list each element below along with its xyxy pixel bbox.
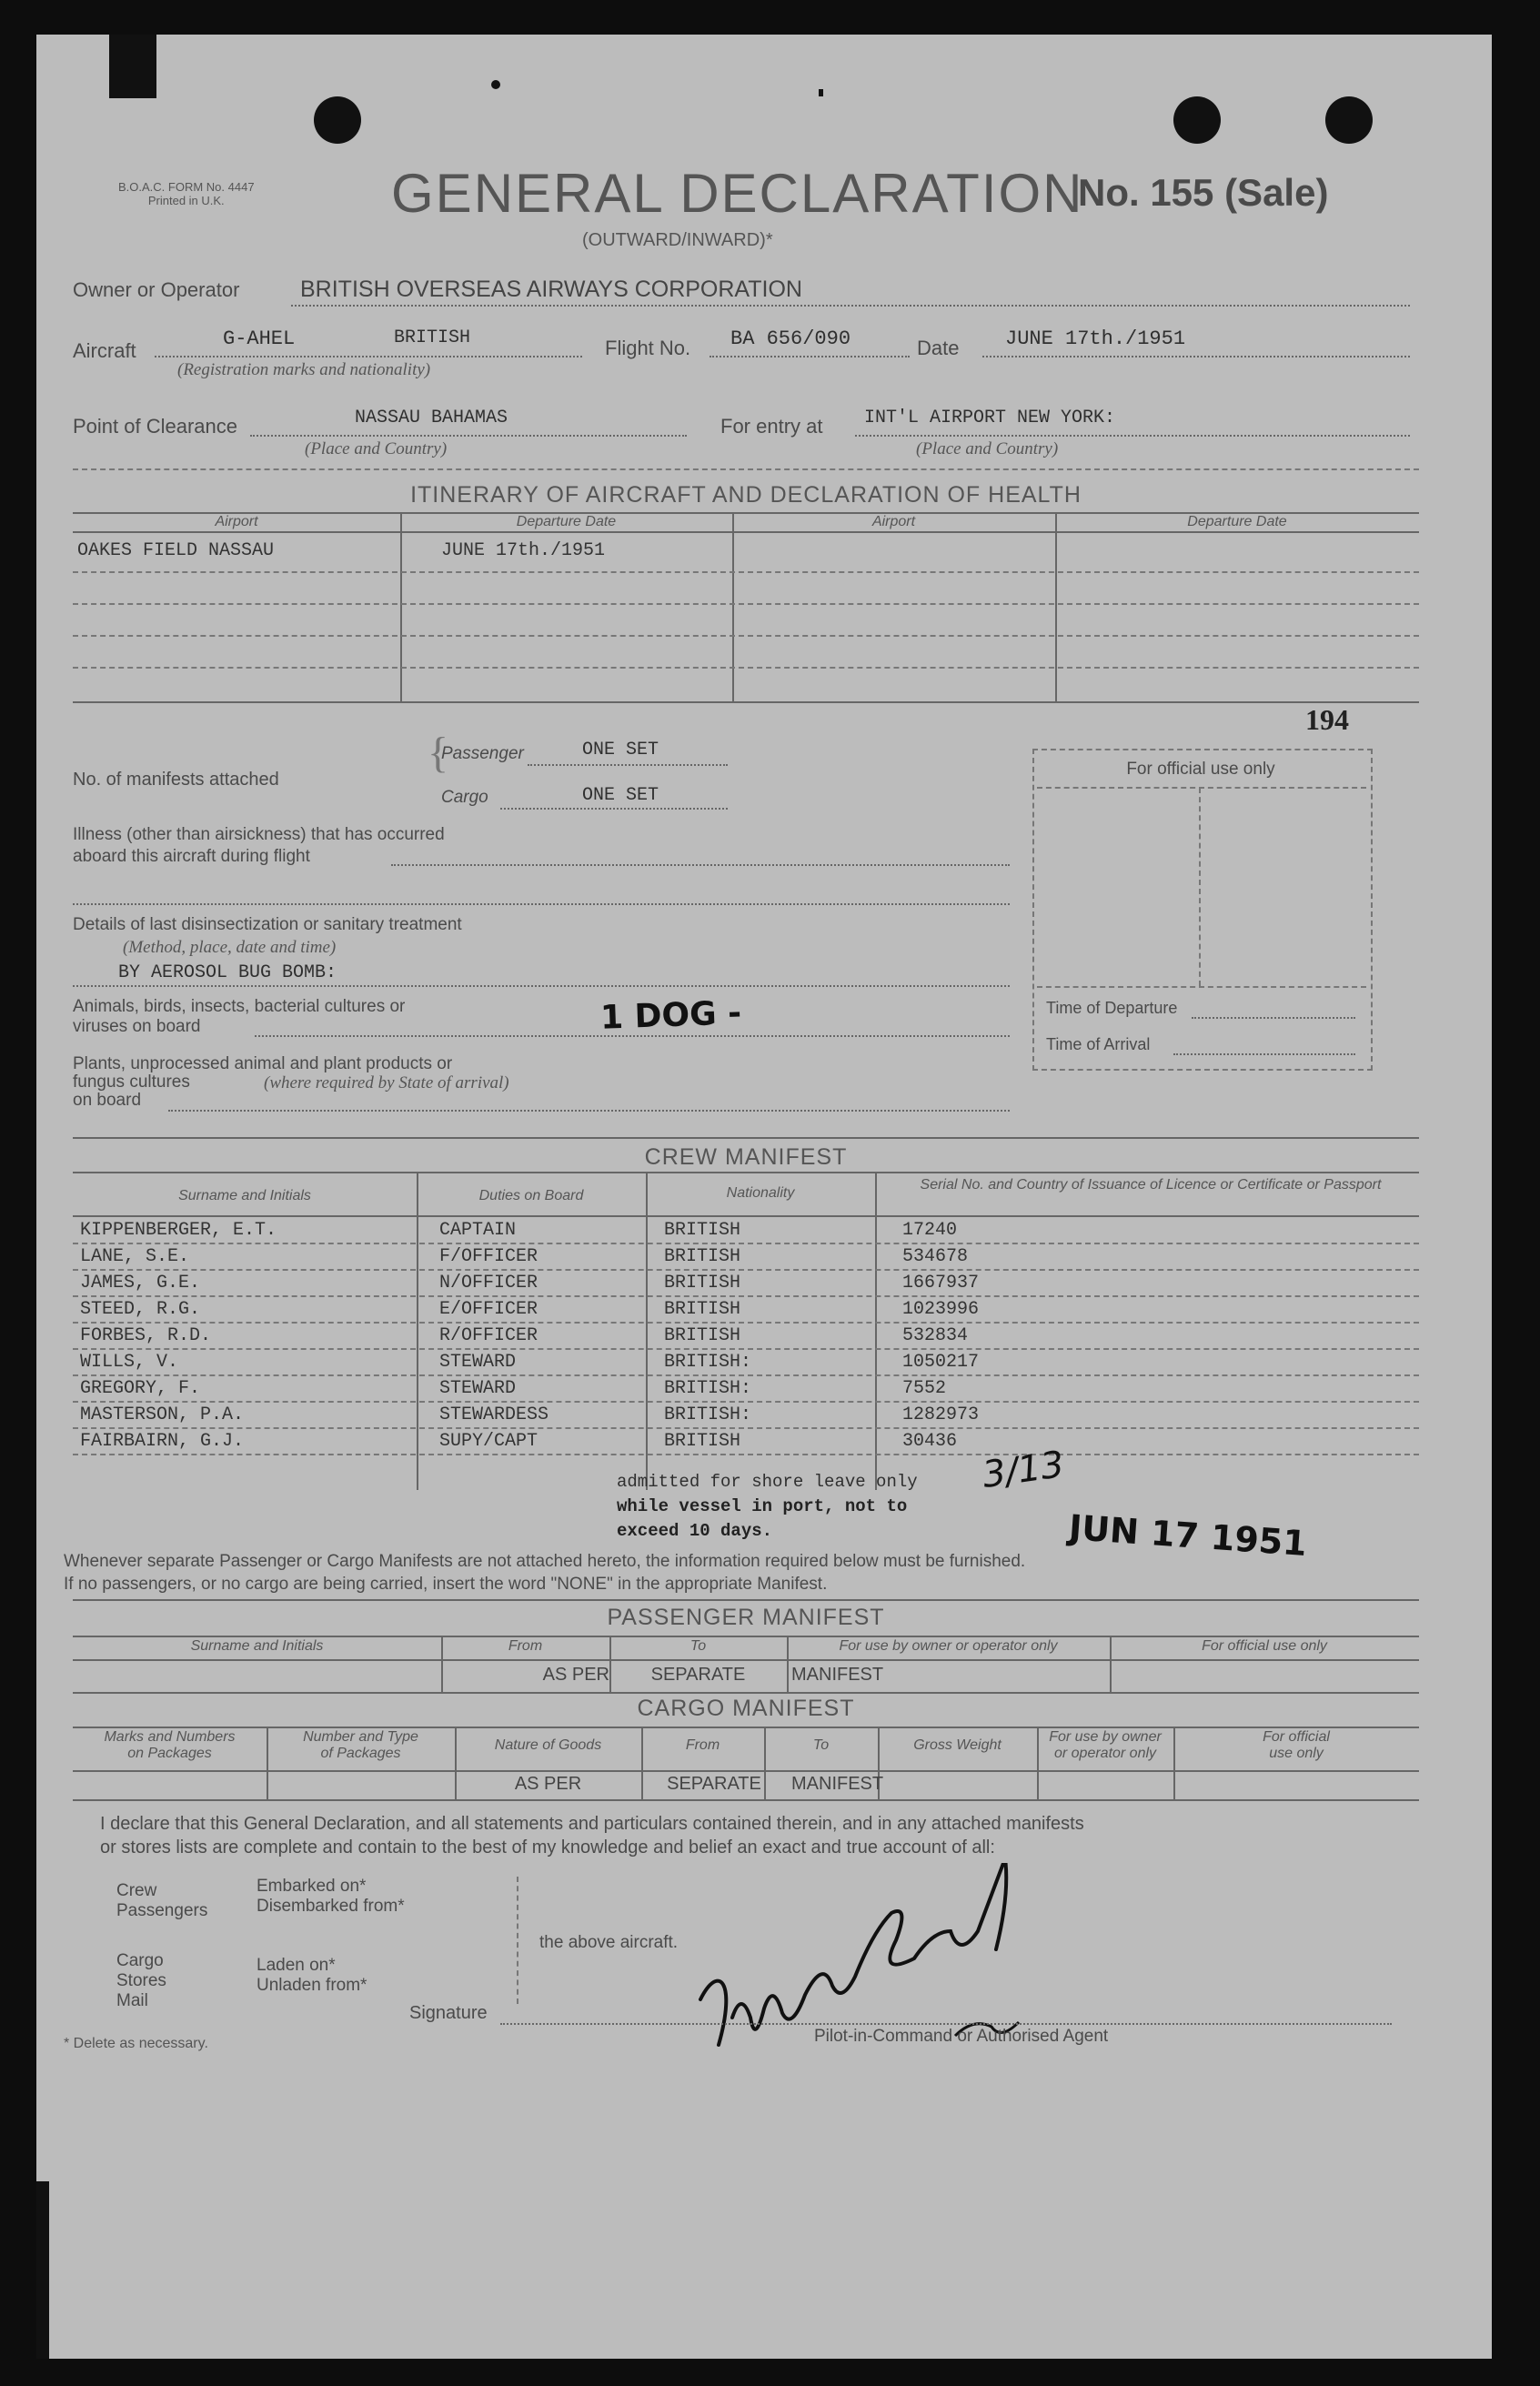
cargo-separate: SEPARATE — [667, 1774, 761, 1794]
passenger-manifest-word: MANIFEST — [791, 1665, 884, 1685]
crew-nationality: BRITISH: — [664, 1352, 752, 1373]
entry-caption: (Place and Country) — [916, 439, 1059, 458]
form-number: No. 155 (Sale) — [1078, 171, 1329, 214]
passenger-header-official: For official use only — [1202, 1638, 1327, 1654]
table-row — [73, 1428, 1455, 1455]
form-title: GENERAL DECLARATION — [391, 163, 1084, 224]
crew-header-nationality: Nationality — [726, 1185, 795, 1201]
crew-nationality: BRITISH — [664, 1299, 741, 1320]
crew-duties: E/OFFICER — [439, 1299, 538, 1320]
decl-embarked: Embarked on* Disembarked from* — [257, 1877, 405, 1916]
cargo-header-nature: Nature of Goods — [494, 1737, 602, 1753]
declaration-text-2: or stores lists are complete and contain to the best of my knowledge and belief an exact and true account of all: — [100, 1837, 995, 1857]
passenger-value: ONE SET — [582, 740, 659, 760]
stamp-line-2: while vessel in port, not to — [617, 1496, 908, 1516]
crew-serial: 1667937 — [902, 1273, 980, 1294]
form-subtitle: (OUTWARD/INWARD)* — [582, 230, 773, 250]
crew-duties: STEWARD — [439, 1352, 517, 1373]
crew-surname: WILLS, V. — [80, 1352, 179, 1373]
crew-duties: SUPY/CAPT — [439, 1431, 538, 1452]
note-line-2: If no passengers, or no cargo are being carried, insert the word "NONE" in the appropriate Manifest. — [64, 1575, 828, 1594]
cargo-header-weight: Gross Weight — [913, 1737, 1002, 1753]
passenger-as-per: AS PER — [542, 1665, 609, 1685]
speck — [819, 89, 823, 96]
crew-serial: 1023996 — [902, 1299, 980, 1320]
cargo-header-owner: For use by owner or operator only — [1049, 1729, 1162, 1761]
plants-caption: (where required by State of arrival) — [264, 1073, 509, 1092]
crew-surname: FORBES, R.D. — [80, 1325, 212, 1346]
brace: { — [428, 729, 449, 777]
official-use-label: For official use only — [1126, 760, 1275, 779]
crew-duties: F/OFFICER — [439, 1246, 538, 1267]
cargo-header-from: From — [685, 1737, 720, 1753]
stamp-initials: 3/13 — [980, 1443, 1067, 1497]
crew-duties: STEWARD — [439, 1378, 517, 1399]
document-number: 194 — [1305, 703, 1349, 736]
entry-value: INT'L AIRPORT NEW YORK: — [864, 408, 1116, 428]
crew-serial: 1282973 — [902, 1404, 980, 1425]
owner-value: BRITISH OVERSEAS AIRWAYS CORPORATION — [300, 277, 802, 302]
speck — [491, 80, 500, 89]
cargo-header-official: For official use only — [1263, 1729, 1330, 1761]
cargo-header-marks: Marks and Numbers on Packages — [104, 1729, 236, 1761]
crew-serial: 30436 — [902, 1431, 958, 1452]
passenger-header-from: From — [508, 1638, 543, 1654]
date-label: Date — [917, 337, 960, 359]
clearance-value: NASSAU BAHAMAS — [355, 408, 508, 428]
official-use-box — [1032, 749, 1373, 1071]
passenger-header-owner: For use by owner or operator only — [839, 1638, 1058, 1654]
crew-nationality: BRITISH — [664, 1273, 741, 1294]
owner-label: Owner or Operator — [73, 278, 240, 301]
table-row — [73, 1296, 1455, 1323]
crew-duties: N/OFFICER — [439, 1273, 538, 1294]
crew-duties: CAPTAIN — [439, 1220, 517, 1241]
cargo-as-per: AS PER — [514, 1774, 582, 1794]
aircraft-label: Aircraft — [73, 339, 136, 362]
itinerary-title: ITINERARY OF AIRCRAFT AND DECLARATION OF HEALTH — [410, 482, 1082, 508]
decl-laden: Laden on* Unladen from* — [257, 1956, 367, 1995]
note-line-1: Whenever separate Passenger or Cargo Manifests are not attached hereto, the information required below must be furnished. — [64, 1552, 1026, 1571]
cargo-header-to: To — [812, 1737, 830, 1753]
passenger-separate: SEPARATE — [650, 1665, 746, 1685]
crew-manifest-title: CREW MANIFEST — [644, 1144, 848, 1170]
crew-nationality: BRITISH — [664, 1325, 741, 1346]
illness-label: Illness (other than airsickness) that has occurred aboard this aircraft during flight — [73, 825, 445, 866]
decl-above-aircraft: the above aircraft. — [539, 1933, 679, 1952]
itinerary-header-date-2: Departure Date — [1187, 514, 1287, 529]
date-value: JUNE 17th./1951 — [1005, 327, 1186, 350]
flight-label: Flight No. — [605, 337, 691, 359]
form-id: B.O.A.C. FORM No. 4447 Printed in U.K. — [118, 180, 255, 207]
crew-serial: 7552 — [902, 1378, 947, 1399]
cargo-manifest-word: MANIFEST — [791, 1774, 884, 1794]
disinsect-value: BY AEROSOL BUG BOMB: — [118, 962, 337, 983]
clearance-caption: (Place and Country) — [305, 439, 448, 458]
itinerary-header-airport-2: Airport — [871, 514, 916, 529]
crew-surname: KIPPENBERGER, E.T. — [80, 1220, 277, 1241]
crew-serial: 1050217 — [902, 1352, 980, 1373]
handwritten-signature — [682, 1863, 1064, 2081]
time-of-arrival-label: Time of Arrival — [1046, 1035, 1151, 1053]
table-row — [73, 1375, 1455, 1402]
decl-crew-passengers: Crew Passengers — [116, 1881, 208, 1920]
crew-duties: STEWARDESS — [439, 1404, 549, 1425]
stamp-line-1: admitted for shore leave only — [617, 1472, 918, 1492]
punch-hole-right-2 — [1325, 96, 1373, 144]
crew-nationality: BRITISH: — [664, 1404, 752, 1425]
table-row — [73, 1402, 1455, 1428]
crew-header-duties: Duties on Board — [478, 1188, 584, 1203]
aircraft-registration: G-AHEL — [223, 327, 296, 350]
crew-surname: GREGORY, F. — [80, 1378, 201, 1399]
table-row — [73, 1270, 1455, 1296]
decl-cargo-stores-mail: Cargo Stores Mail — [116, 1951, 166, 2010]
crew-nationality: BRITISH: — [664, 1378, 752, 1399]
animals-value-handwritten: 1 DOG - — [599, 994, 742, 1037]
passenger-header-surname: Surname and Initials — [190, 1638, 324, 1654]
itinerary-header-airport-1: Airport — [215, 514, 258, 529]
crew-surname: JAMES, G.E. — [80, 1273, 201, 1294]
cargo-header-number: Number and Type of Packages — [303, 1729, 418, 1761]
stamp-date: JUN 17 1951 — [1067, 1506, 1309, 1565]
declaration-text-1: I declare that this General Declaration, and all statements and particulars contained therein, and in any attached manifests — [100, 1814, 1084, 1834]
crew-serial: 17240 — [902, 1220, 958, 1241]
aircraft-caption: (Registration marks and nationality) — [177, 360, 431, 379]
punch-hole-right-1 — [1173, 96, 1221, 144]
passenger-header-to: To — [689, 1638, 707, 1654]
crew-surname: LANE, S.E. — [80, 1246, 190, 1267]
cargo-label: Cargo — [441, 788, 488, 807]
table-row — [73, 1243, 1455, 1270]
crew-nationality: BRITISH — [664, 1431, 741, 1452]
signature-role: Pilot-in-Command or Authorised Agent — [814, 2027, 1109, 2046]
crew-surname: FAIRBAIRN, G.J. — [80, 1431, 245, 1452]
crew-surname: STEED, R.G. — [80, 1299, 201, 1320]
manifests-label: No. of manifests attached — [73, 770, 279, 790]
plants-label: Plants, unprocessed animal and plant products or fungus cultures on board — [73, 1054, 453, 1110]
crew-header-serial: Serial No. and Country of Issuance of Licence or Certificate or Passport — [920, 1177, 1382, 1193]
crew-duties: R/OFFICER — [439, 1325, 538, 1346]
edge-smudge — [36, 2181, 49, 2359]
disinsect-label: Details of last disinsectization or sanitary treatment — [73, 915, 462, 934]
crew-serial: 532834 — [902, 1325, 969, 1346]
stamp-line-3: exceed 10 days. — [617, 1521, 773, 1541]
delete-note: * Delete as necessary. — [64, 2036, 208, 2051]
time-of-departure-label: Time of Departure — [1046, 999, 1178, 1017]
cargo-manifest-title: CARGO MANIFEST — [637, 1696, 855, 1721]
itinerary-date: JUNE 17th./1951 — [441, 540, 606, 561]
passenger-manifest-title: PASSENGER MANIFEST — [607, 1605, 885, 1630]
passenger-label: Passenger — [441, 744, 524, 763]
table-row — [73, 1217, 1455, 1243]
crew-nationality: BRITISH — [664, 1246, 741, 1267]
declaration-form — [36, 35, 1492, 2359]
crew-serial: 534678 — [902, 1246, 969, 1267]
flight-value: BA 656/090 — [730, 327, 851, 350]
crew-surname: MASTERSON, P.A. — [80, 1404, 245, 1425]
crew-nationality: BRITISH — [664, 1220, 741, 1241]
punch-hole-left — [314, 96, 361, 144]
aircraft-nationality: BRITISH — [394, 327, 471, 348]
itinerary-airport: OAKES FIELD NASSAU — [77, 540, 275, 561]
entry-label: For entry at — [720, 415, 823, 438]
table-row — [73, 1349, 1455, 1375]
ink-smudge — [109, 35, 156, 98]
disinsect-caption: (Method, place, date and time) — [123, 938, 337, 957]
crew-header-surname: Surname and Initials — [178, 1188, 311, 1203]
itinerary-header-date-1: Departure Date — [516, 514, 617, 529]
signature-label: Signature — [409, 2003, 488, 2023]
table-row — [73, 1323, 1455, 1349]
cargo-value: ONE SET — [582, 785, 659, 806]
animals-label: Animals, birds, insects, bacterial cultures or viruses on board — [73, 997, 406, 1036]
clearance-label: Point of Clearance — [73, 415, 237, 438]
